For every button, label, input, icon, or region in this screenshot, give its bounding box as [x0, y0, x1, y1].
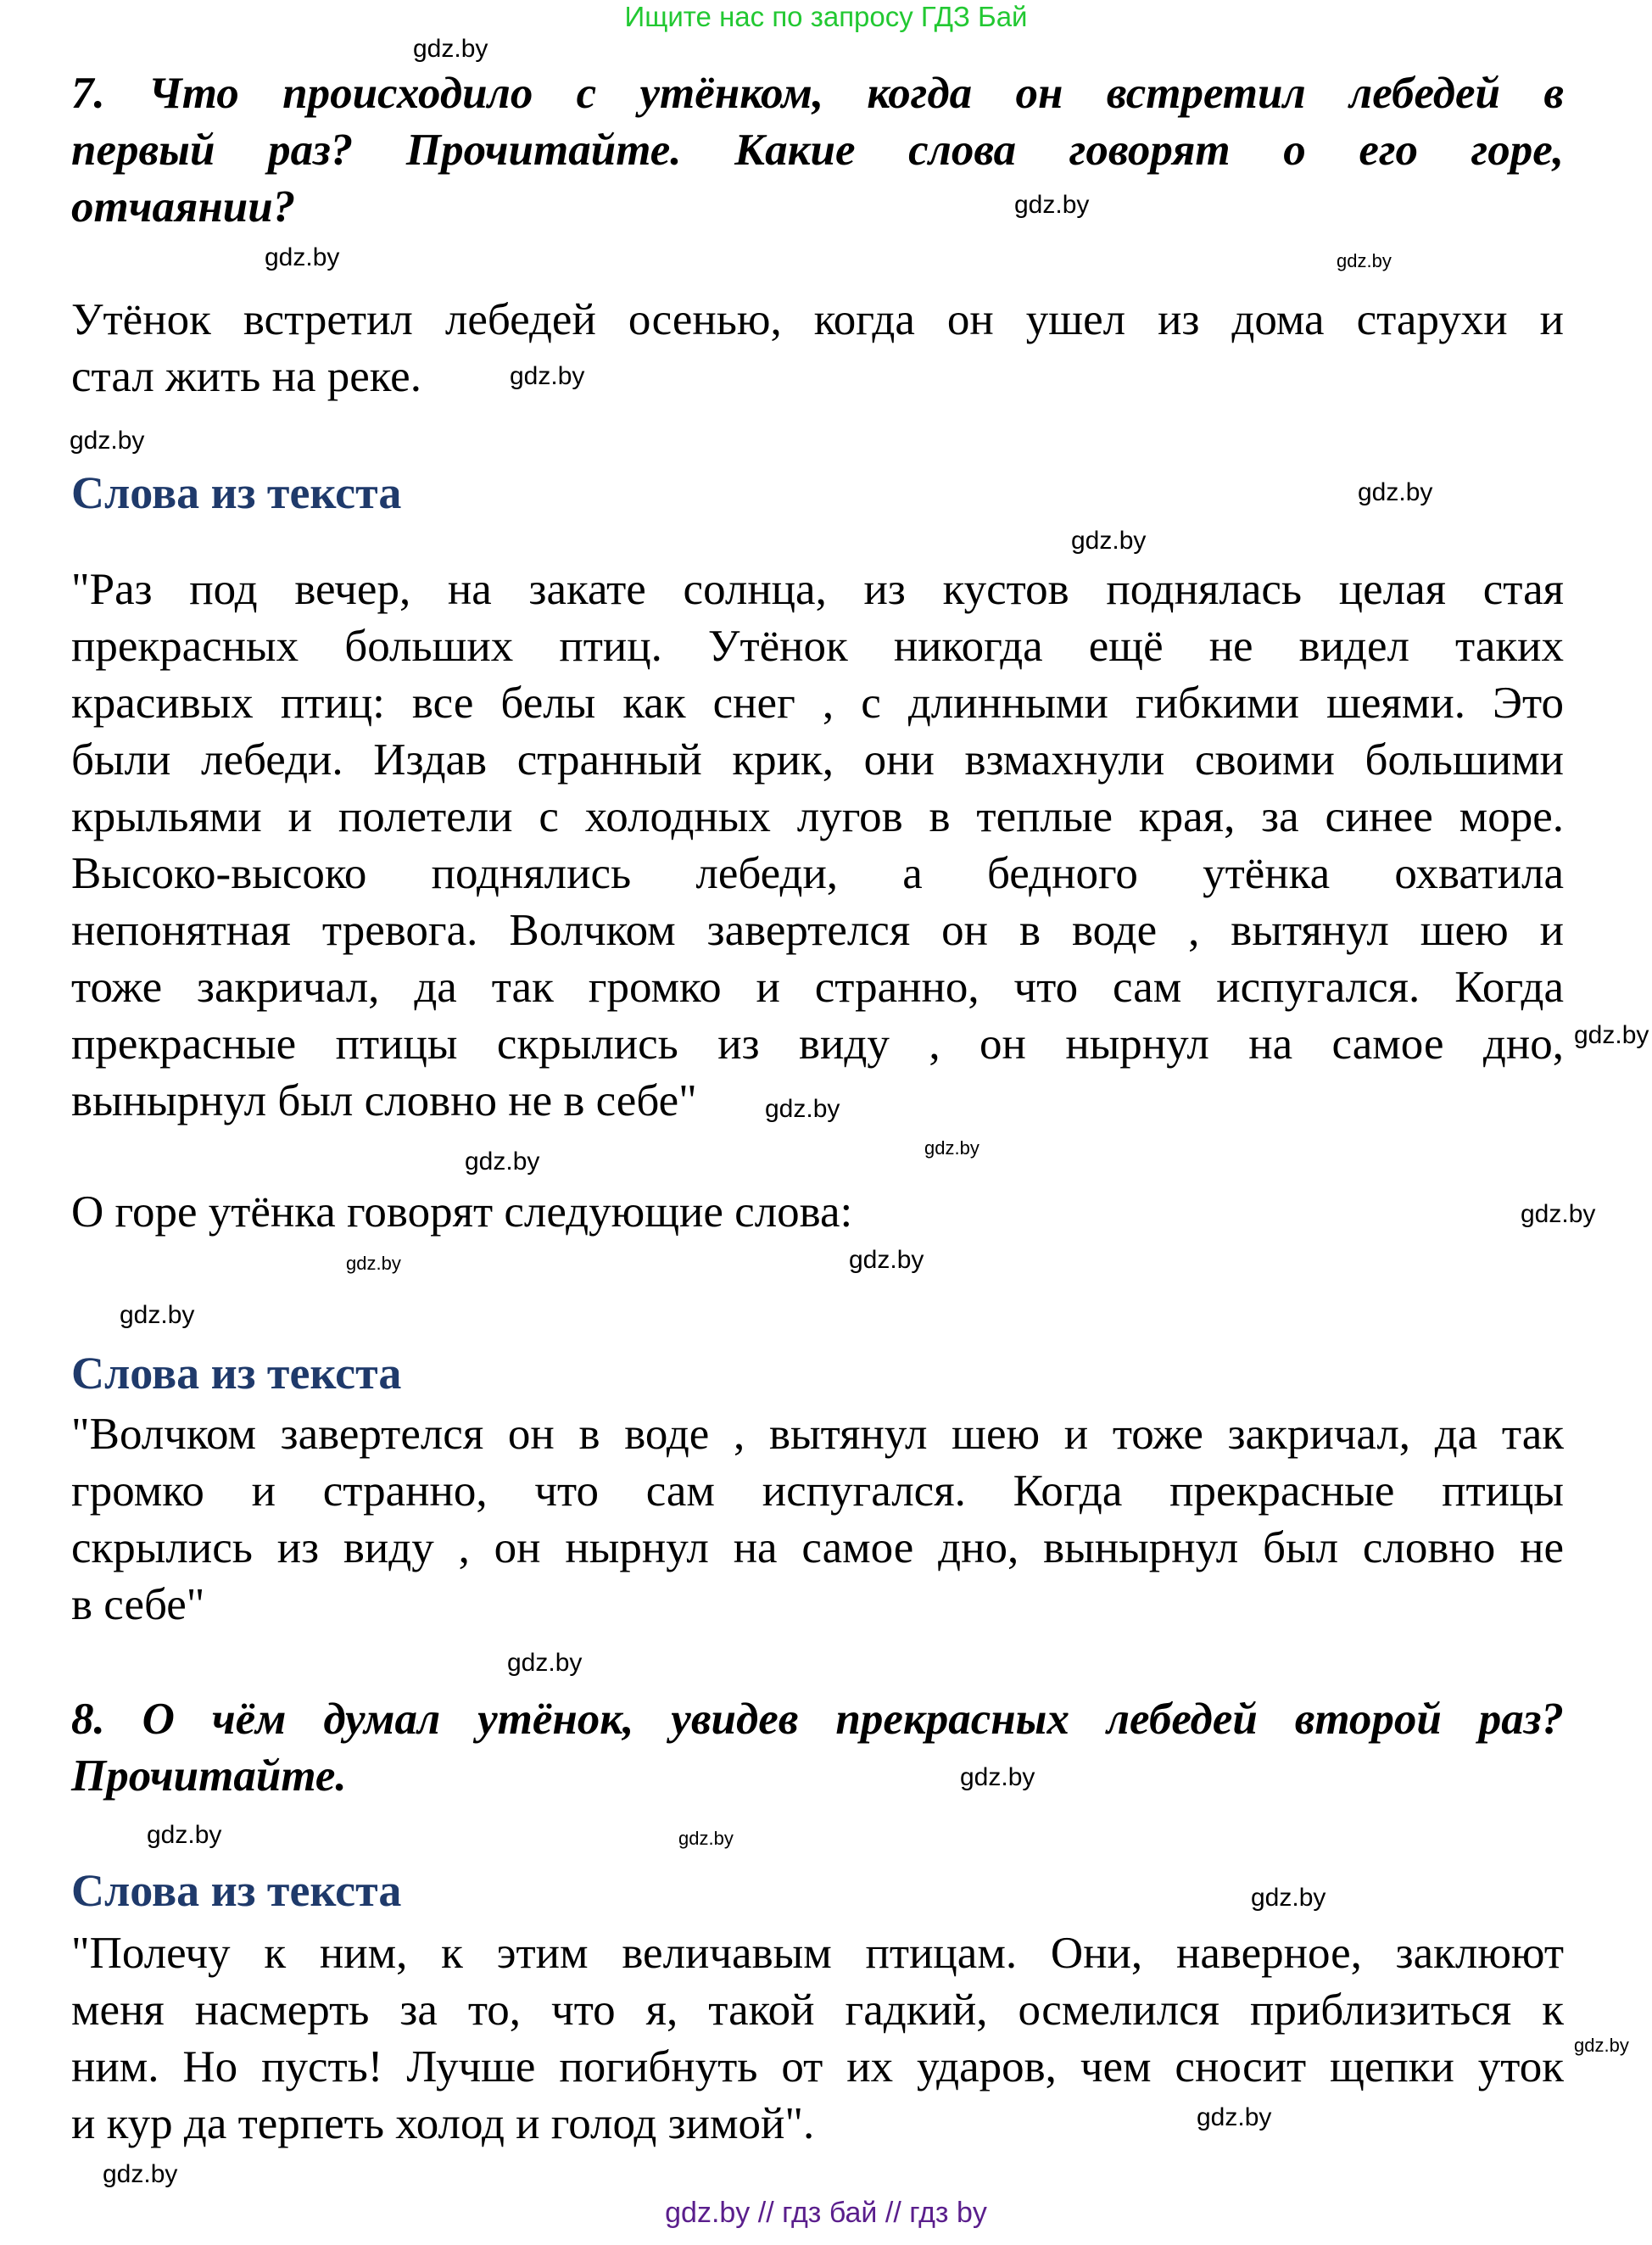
question-q7 — [71, 65, 1564, 236]
watermark: gdz.by — [1014, 191, 1090, 219]
text-line: первый раз? Прочитайте. Какие слова говорят о его горе, — [71, 126, 1564, 175]
watermark: gdz.by — [924, 1137, 979, 1159]
text-line: Слова из текста — [71, 1865, 402, 1916]
watermark: gdz.by — [1251, 1884, 1326, 1912]
text-line: скрылись из виду , он нырнул на самое дно, вынырнул был словно не — [71, 1523, 1564, 1572]
text-line: в себе" — [71, 1580, 205, 1629]
text-line: "Раз под вечер, на закате солнца, из кустов поднялась целая стая — [71, 565, 1564, 614]
text-line: Слова из текста — [71, 1348, 402, 1399]
paragraph-grief — [71, 1184, 1564, 1241]
text-line: непонятная тревога. Волчком завертелся он в воде , вытянул шею и — [71, 906, 1564, 955]
text-line: О горе утёнка говорят следующие слова: — [71, 1187, 853, 1237]
watermark: gdz.by — [1574, 1021, 1649, 1049]
watermark: gdz.by — [1521, 1200, 1596, 1228]
watermark: gdz.by — [147, 1821, 222, 1849]
text-line: и кур да терпеть холод и голод зимой". — [71, 2099, 815, 2148]
text-line: Слова из текста — [71, 467, 402, 518]
text-line: прекрасные птицы скрылись из виду , он нырнул на самое дно, — [71, 1019, 1564, 1069]
watermark: gdz.by — [1337, 250, 1392, 271]
watermark: gdz.by — [510, 362, 585, 390]
watermark: gdz.by — [70, 427, 145, 455]
text-line: ним. Но пусть! Лучше погибнуть от их ударов, чем сносит щепки уток — [71, 2042, 1564, 2091]
text-line: вынырнул был словно не в себе" — [71, 1076, 697, 1125]
paragraph-answer7 — [71, 292, 1564, 405]
text-line: стал жить на реке. — [71, 352, 421, 401]
footer-links[interactable]: gdz.by // гдз бай // гдз by — [665, 2197, 987, 2229]
search-banner[interactable]: Ищите нас по запросу ГДЗ Бай — [624, 1, 1028, 32]
watermark: gdz.by — [265, 243, 340, 271]
question-q8 — [71, 1691, 1564, 1805]
text-line: 7. Что происходило с утёнком, когда он встретил лебедей в — [71, 69, 1564, 118]
text-line: отчаянии? — [71, 182, 296, 232]
watermark: gdz.by — [678, 1828, 734, 1849]
text-line: Утёнок встретил лебедей осенью, когда он ушел из дома старухи и — [71, 295, 1564, 344]
watermark: gdz.by — [120, 1301, 195, 1329]
text-line: Высоко-высоко поднялись лебеди, а бедного утёнка охватила — [71, 849, 1564, 898]
paragraph-quote3 — [71, 1925, 1564, 2153]
watermark: gdz.by — [1197, 2103, 1272, 2131]
watermark: gdz.by — [1574, 2035, 1629, 2056]
section-heading — [71, 1862, 1564, 1919]
watermark: gdz.by — [765, 1095, 840, 1123]
section-heading — [71, 465, 1564, 522]
watermark: gdz.by — [960, 1763, 1035, 1791]
text-line: тоже закричал, да так громко и странно, что сам испугался. Когда — [71, 963, 1564, 1012]
watermark: gdz.by — [1358, 478, 1433, 506]
text-line: 8. О чём думал утёнок, увидев прекрасных лебедей второй раз? — [71, 1695, 1564, 1744]
watermark: gdz.by — [465, 1148, 540, 1176]
text-line: были лебеди. Издав странный крик, они взмахнули своими большими — [71, 735, 1564, 785]
section-heading — [71, 1345, 1564, 1402]
watermark: gdz.by — [849, 1246, 924, 1274]
watermark: gdz.by — [413, 35, 488, 63]
watermark: gdz.by — [507, 1649, 583, 1677]
text-line: крыльями и полетели с холодных лугов в теплые края, за синее море. — [71, 792, 1564, 841]
watermark: gdz.by — [103, 2160, 178, 2188]
text-line: "Полечу к ним, к этим величавым птицам. Они, наверное, заклюют — [71, 1929, 1564, 1978]
paragraph-quote1 — [71, 561, 1564, 1130]
text-line: громко и странно, что сам испугался. Когда прекрасные птицы — [71, 1466, 1564, 1516]
text-line: прекрасных больших птиц. Утёнок никогда ещё не видел таких — [71, 622, 1564, 671]
watermark: gdz.by — [1071, 527, 1147, 555]
paragraph-quote2 — [71, 1406, 1564, 1633]
watermark: gdz.by — [346, 1253, 401, 1274]
text-line: меня насмерть за то, что я, такой гадкий, осмелился приблизиться к — [71, 1985, 1564, 2035]
text-line: "Волчком завертелся он в воде , вытянул шею и тоже закричал, да так — [71, 1410, 1564, 1459]
text-line: красивых птиц: все белы как снег , с длинными гибкими шеями. Это — [71, 679, 1564, 728]
text-line: Прочитайте. — [71, 1751, 347, 1801]
